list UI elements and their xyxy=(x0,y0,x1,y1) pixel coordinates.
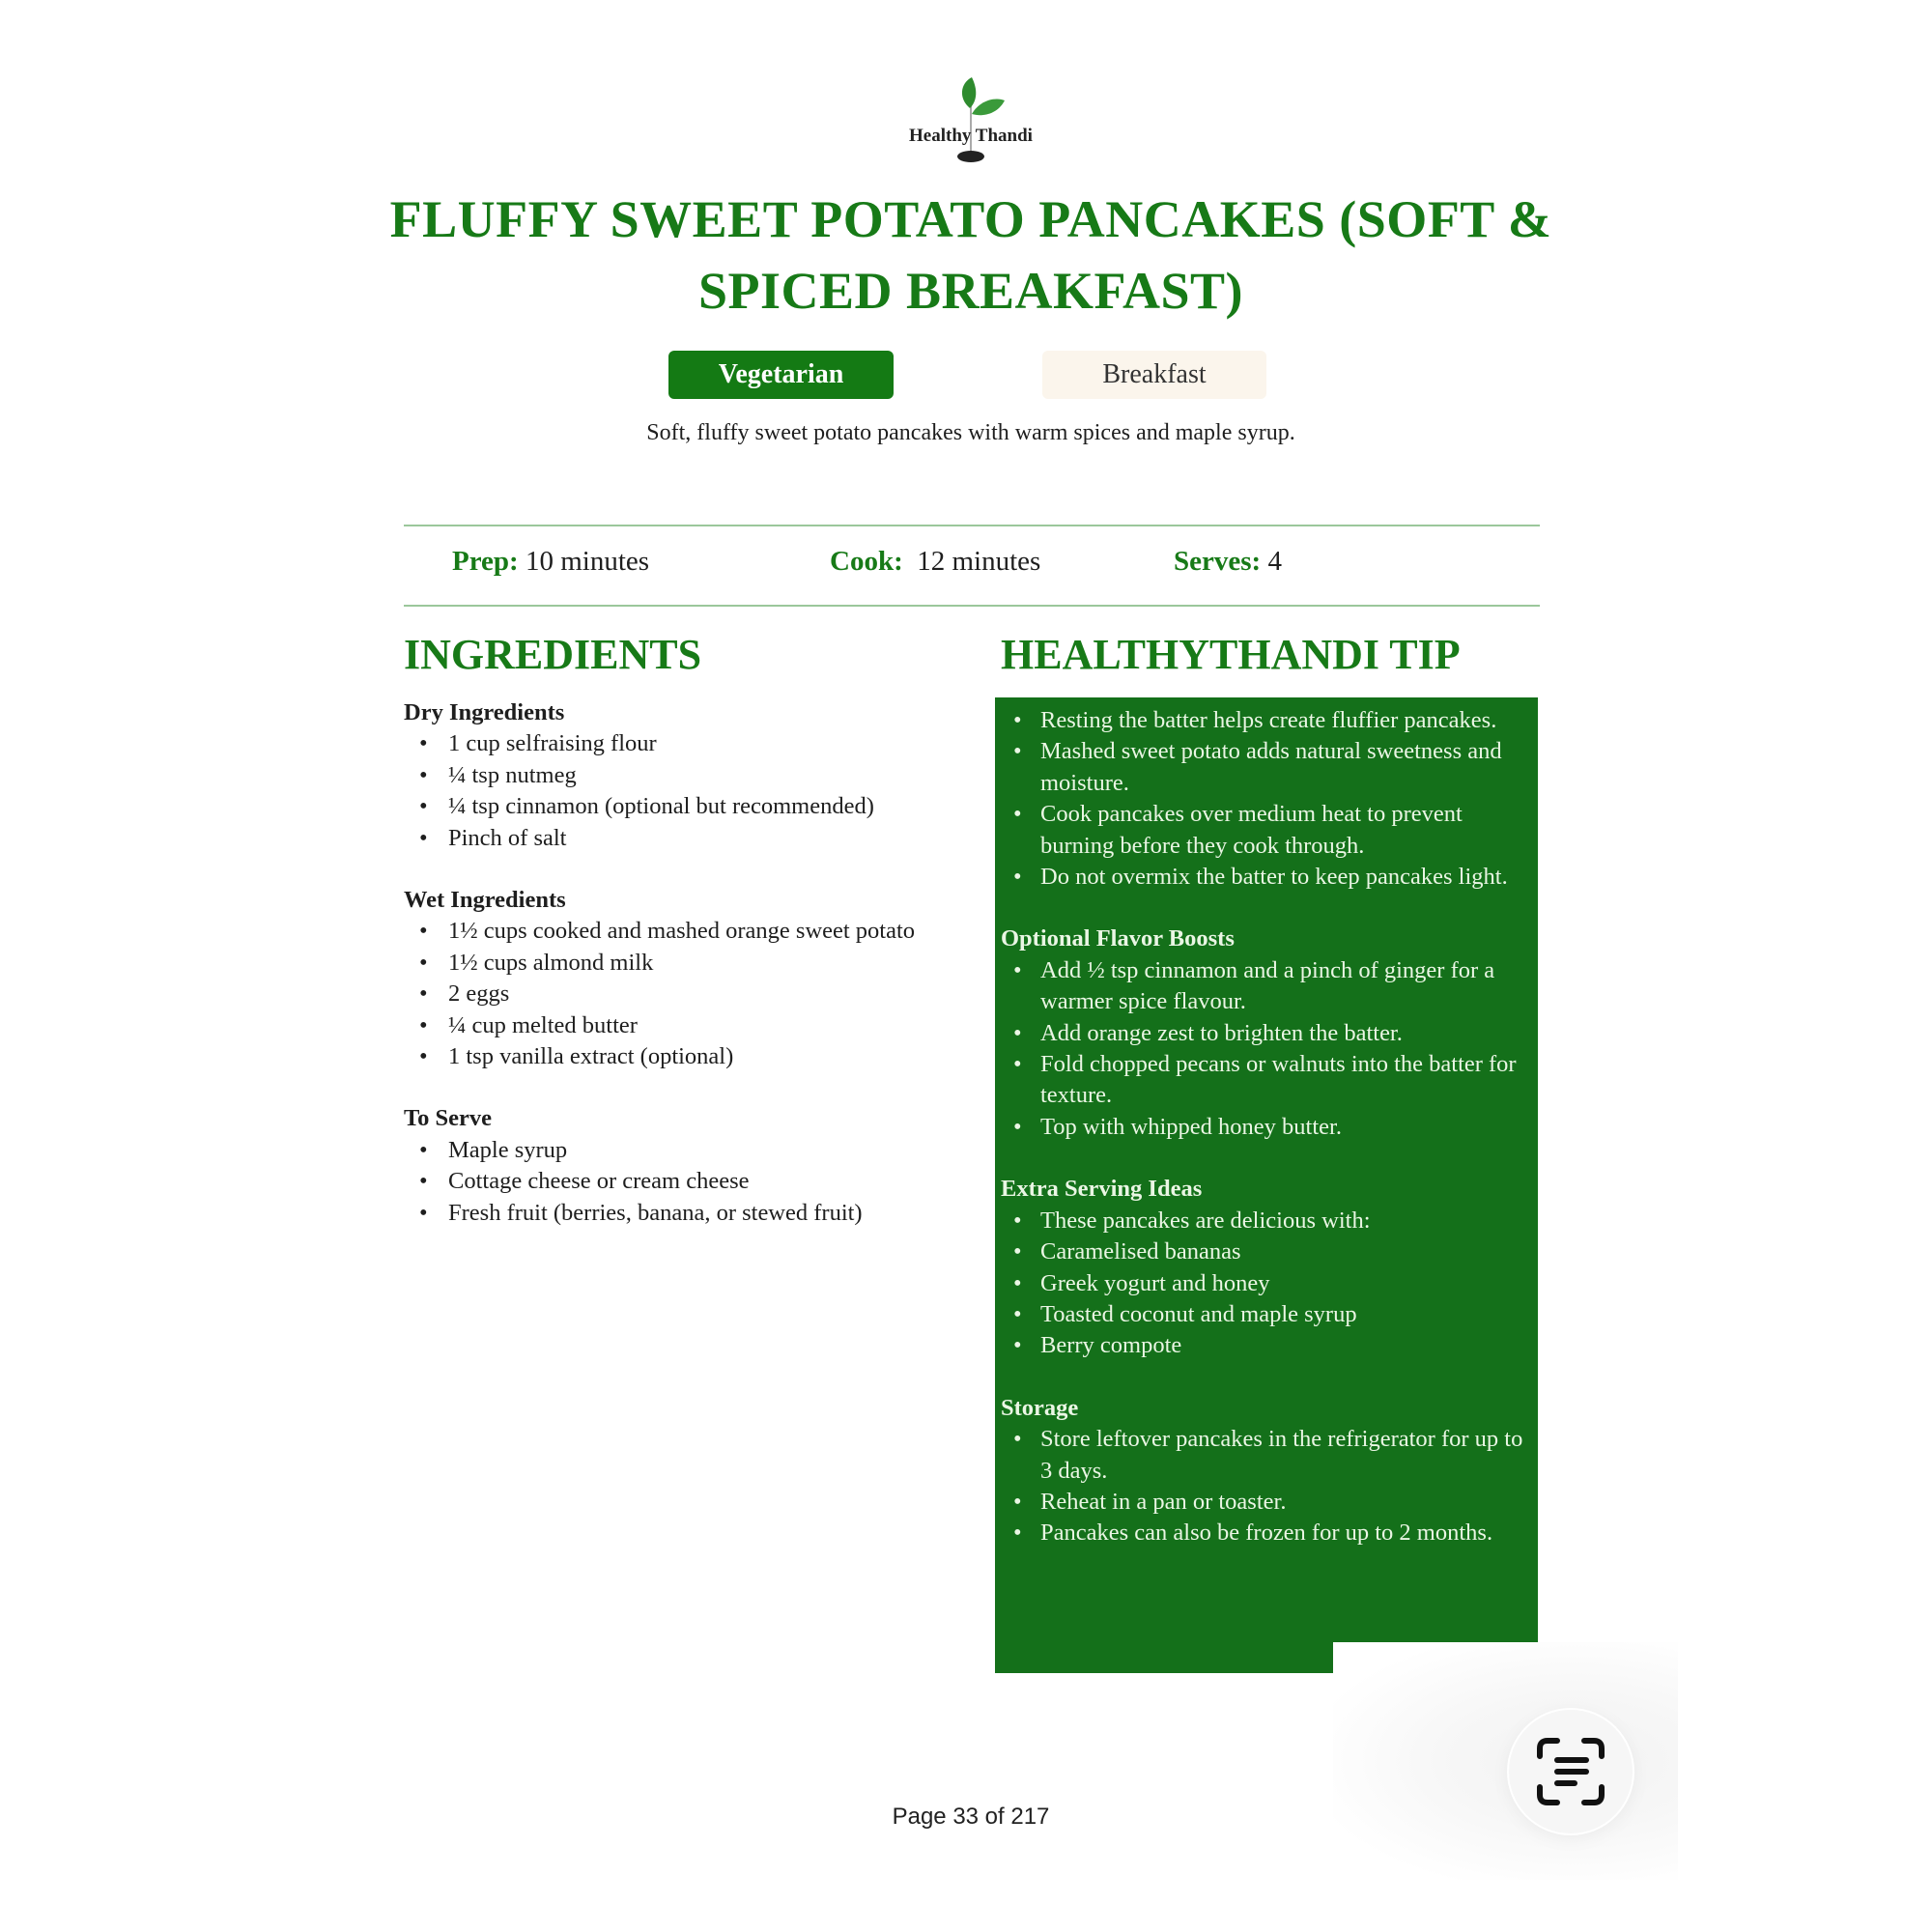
list-item: • Maple syrup xyxy=(448,1135,964,1166)
tag-breakfast: Breakfast xyxy=(1042,351,1266,399)
live-text-icon xyxy=(1532,1733,1609,1810)
section-title: Extra Serving Ideas xyxy=(1001,1176,1203,1203)
section-title: Optional Flavor Boosts xyxy=(1001,925,1235,952)
prep-time xyxy=(452,546,649,578)
logo-text: Healthy Thandi xyxy=(909,126,1033,146)
list-item: • Pinch of salt xyxy=(448,823,964,854)
list-item: • 1 cup selfraising flour xyxy=(448,728,964,759)
list-item: • 1½ cups cooked and mashed orange sweet potato xyxy=(448,916,964,947)
tip-heading: HEALTHYTHANDI TIP xyxy=(1001,631,1461,678)
recipe-description: Soft, fluffy sweet potato pancakes with warm spices and maple syrup. xyxy=(646,420,1295,445)
list-item: • ¼ tsp cinnamon (optional but recommended) xyxy=(448,791,964,822)
list-item: • Mashed sweet potato adds natural sweetness and moisture. xyxy=(1040,736,1524,799)
list-item: • Add ½ tsp cinnamon and a pinch of ginger for a warmer spice flavour. xyxy=(1040,955,1524,1018)
list-item: • ¼ cup melted butter xyxy=(448,1010,964,1041)
divider xyxy=(404,525,1540,526)
list-item: • ¼ tsp nutmeg xyxy=(448,760,964,791)
section-gap xyxy=(1001,1362,1524,1393)
section-title: To Serve xyxy=(404,1105,492,1132)
cook-value: 12 minutes xyxy=(917,546,1041,577)
list-item: • Resting the batter helps create fluffier pancakes. xyxy=(1040,705,1524,736)
list-item: • 1½ cups almond milk xyxy=(448,948,964,979)
bullet-list xyxy=(1001,1206,1524,1362)
section-title: Storage xyxy=(1001,1394,1079,1421)
serves-label: Serves: xyxy=(1174,546,1262,577)
healthy-thandi-logo xyxy=(898,77,1043,164)
list-item: • Fresh fruit (berries, banana, or stewed fruit) xyxy=(448,1198,964,1229)
prep-value: 10 minutes xyxy=(525,546,650,577)
tag-vegetarian: Vegetarian xyxy=(668,351,894,399)
list-item: • Fold chopped pecans or walnuts into the batter for texture. xyxy=(1040,1049,1524,1112)
page-indicator: Page 33 of 217 xyxy=(892,1804,1050,1830)
section-title: Wet Ingredients xyxy=(404,887,566,914)
list-item: • Reheat in a pan or toaster. xyxy=(1040,1487,1524,1518)
list-item: • 1 tsp vanilla extract (optional) xyxy=(448,1041,964,1072)
prep-label: Prep: xyxy=(452,546,519,577)
section-gap xyxy=(1001,1143,1524,1174)
cook-label: Cook: xyxy=(830,546,903,577)
list-item: • These pancakes are delicious with: xyxy=(1040,1206,1524,1236)
list-item: • Pancakes can also be frozen for up to 2 months. xyxy=(1040,1518,1524,1548)
divider xyxy=(404,605,1540,607)
list-item: • Store leftover pancakes in the refrigerator for up to 3 days. xyxy=(1040,1424,1524,1487)
recipe-title: FLUFFY SWEET POTATO PANCAKES (SOFT & SPICED BREAKFAST) xyxy=(389,190,1552,320)
sprout-icon xyxy=(898,77,1043,164)
tip-box xyxy=(995,697,1538,1673)
text-scan-button[interactable] xyxy=(1509,1710,1633,1833)
list-item: • 2 eggs xyxy=(448,979,964,1009)
cook-time xyxy=(830,546,1040,578)
ingredients-list xyxy=(404,697,964,1229)
list-item: • Add orange zest to brighten the batter. xyxy=(1040,1018,1524,1049)
list-item: • Greek yogurt and honey xyxy=(1040,1268,1524,1299)
list-item: • Do not overmix the batter to keep pancakes light. xyxy=(1040,862,1524,893)
list-item: • Toasted coconut and maple syrup xyxy=(1040,1299,1524,1330)
bullet-list xyxy=(404,1135,964,1229)
list-item: • Cook pancakes over medium heat to prevent burning before they cook through. xyxy=(1040,799,1524,862)
section-gap xyxy=(1001,893,1524,923)
servings xyxy=(1174,546,1282,578)
bullet-list xyxy=(404,728,964,854)
list-item: • Cottage cheese or cream cheese xyxy=(448,1166,964,1197)
section-gap xyxy=(404,854,964,885)
list-item: • Caramelised bananas xyxy=(1040,1236,1524,1267)
ingredients-heading: INGREDIENTS xyxy=(404,631,702,678)
bullet-list xyxy=(1001,1424,1524,1549)
bullet-list xyxy=(404,916,964,1072)
list-item: • Top with whipped honey butter. xyxy=(1040,1112,1524,1143)
list-item: • Berry compote xyxy=(1040,1330,1524,1361)
section-gap xyxy=(404,1072,964,1103)
bullet-list xyxy=(1001,955,1524,1143)
serves-value: 4 xyxy=(1267,546,1282,577)
section-title: Dry Ingredients xyxy=(404,699,565,725)
bullet-list xyxy=(1001,705,1524,893)
